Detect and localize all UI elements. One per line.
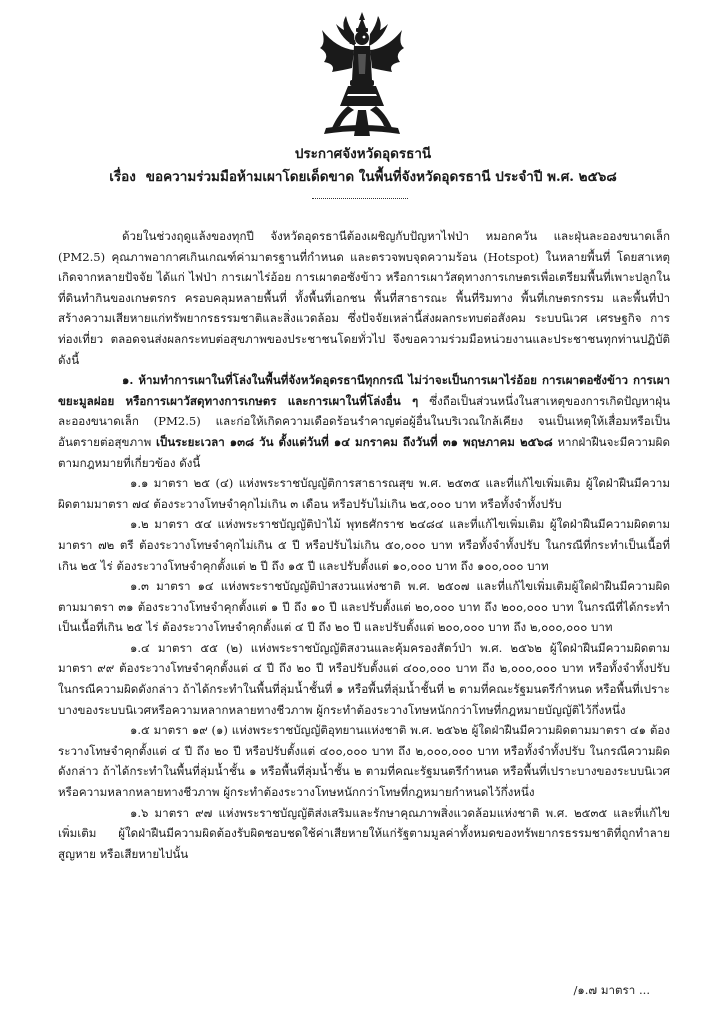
announcement-title: ประกาศจังหวัดอุดรธานี [294,146,432,162]
item-1-5-paragraph: ๑.๕ มาตรา ๑๙ (๑) แห่งพระราชบัญญัติอุทยานแห่งชาติ พ.ศ. ๒๕๖๒ ผู้ใดฝ่าฝืนมีความผิดตามมาตรา ๔๑ ต้องระวางโทษจำคุกตั้งแต่ ๔ ปี ถึง ๒๐ ปี หรือปรับตั้งแต่ ๔๐๐,๐๐๐ บาท ถึง ๒,๐๐๐,๐๐๐ บาท หรือทั้งจำทั้งปรับ ในกรณีความผิดดังกล่าว ถ้าได้กระทำในพื้นที่ลุ่มน้ำชั้น ๑ หรือพื้นที่ลุ่มน้ำชั้น ๒ ตามที่คณะรัฐมนตรีกำหนด หรือพื้นที่เปราะบางของระบบนิเวศหรือความหลากหลายทางชีวภาพ ผู้กระทำต้องระวางโทษหนักกว่าโทษที่กฎหมายกำหนดไว้กึ่งหนึ่ง [58,723,670,800]
document-body [58,226,670,864]
item-1-4-paragraph: ๑.๔ มาตรา ๕๕ (๒) แห่งพระราชบัญญัติสงวนและคุ้มครองสัตว์ป่า พ.ศ. ๒๕๖๒ ผู้ใดฝ่าฝืนมีความผิดตามมาตรา ๙๙ ต้องระวางโทษจำคุกตั้งแต่ ๔ ปี ถึง ๒๐ ปี หรือปรับตั้งแต่ ๔๐๐,๐๐๐ บาท ถึง ๒,๐๐๐,๐๐๐ บาท หรือทั้งจำทั้งปรับ ในกรณีความผิดดังกล่าว ถ้าได้กระทำในพื้นที่ลุ่มน้ำชั้นที่ ๑ หรือพื้นที่ลุ่มน้ำชั้นที่ ๒ ตามที่คณะรัฐมนตรีกำหนด หรือพื้นที่เปราะบางของระบบนิเวศหรือความหลากหลายทางชีวภาพ ผู้กระทำต้องระวางโทษหนักกว่าโทษที่กฎหมายบัญญัติไว้กึ่งหนึ่ง [58,640,670,717]
item-1-6-paragraph: ๑.๖ มาตรา ๙๗ แห่งพระราชบัญญัติส่งเสริมและรักษาคุณภาพสิ่งแวดล้อมแห่งชาติ พ.ศ. ๒๕๓๕ และที่แก้ไขเพิ่มเติม ผู้ใดฝ่าฝืนมีความผิดต้องรับผิดชอบชดใช้ค่าเสียหายให้แก่รัฐตามมูลค่าทั้งหมดของทรัพยากรธรรมชาติที่ถูกทำลาย สูญหาย หรือเสียหายไปนั้น [58,805,670,861]
item-1-text: ซึ่งถือเป็นส่วนหนึ่งในสาเหตุของการเกิดปัญหาฝุ่นละอองขนาดเล็ก (PM2.5) และก่อให้เกิดความเดือดร้อนรำคาญต่อผู้อื่นในบริเวณใกล้เคียง จนเป็นเหตุให้เสื่อมหรือเป็นอันตรายต่อสุขภาพ [58,393,670,449]
item-1-3-paragraph: ๑.๓ มาตรา ๑๔ แห่งพระราชบัญญัติป่าสงวนแห่งชาติ พ.ศ. ๒๕๐๗ และที่แก้ไขเพิ่มเติมผู้ใดฝ่าฝืนมีความผิดตามมาตรา ๓๑ ต้องระวางโทษจำคุกตั้งแต่ ๑ ปี ถึง ๑๐ ปี และปรับตั้งแต่ ๒๐,๐๐๐ บาท ถึง ๒๐๐,๐๐๐ บาท ในกรณีที่ได้กระทำเป็นเนื้อที่เกิน ๒๕ ไร่ ต้องระวางโทษจำคุกตั้งแต่ ๔ ปี ถึง ๒๐ ปี และปรับตั้งแต่ ๒๐๐,๐๐๐ บาท ถึง ๒,๐๐๐,๐๐๐ บาท [58,579,670,635]
garuda-emblem-icon [318,10,406,138]
intro-paragraph: ด้วยในช่วงฤดูแล้งของทุกปี จังหวัดอุดรธานีต้องเผชิญกับปัญหาไฟป่า หมอกควัน และฝุ่นละอองขนาดเล็ก (PM2.5) คุณภาพอากาศเกินเกณฑ์ค่ามาตรฐานที่กำหนด และตรวจพบจุดความร้อน (Hotspot) ในหลายพื้นที่ โดยสาเหตุเกิดจากหลายปัจจัย ได้แก่ ไฟป่า การเผาไร่อ้อย การเผาตอซังข้าว หรือการเผาวัสดุทางการเกษตรเพื่อเตรียมพื้นที่เพาะปลูกในที่ดินทำกินของเกษตรกร ครอบคลุมหลายพื้นที่ ทั้งพื้นที่เอกชน พื้นที่สาธารณะ พื้นที่ริมทาง พื้นที่เกษตรกรรม และพื้นที่ป่า สร้างความเสียหายแก่ทรัพยากรธรรมชาติและสิ่งแวดล้อม ซึ่งปัจจัยเหล่านี้ส่งผลกระทบต่อสังคม ระบบนิเวศ เศรษฐกิจ การท่องเที่ยว ตลอดจนส่งผลกระทบต่อสุขภาพของประชาชนโดยทั่วไป จึงขอความร่วมมือหน่วยงานและประชาชนทุกท่านปฏิบัติ ดังนี้ [58,229,670,367]
item-1-1-paragraph: ๑.๑ มาตรา ๒๕ (๔) แห่งพระราชบัญญัติการสาธารณสุข พ.ศ. ๒๕๓๕ และที่แก้ไขเพิ่มเติม ผู้ใดฝ่าฝืนมีความผิดตามมาตรา ๗๔ ต้องระวางโทษจำคุกไม่เกิน ๓ เดือน หรือปรับไม่เกิน ๒๕,๐๐๐ บาท หรือทั้งจำทั้งปรับ [58,476,670,511]
item-1-bold-period: เป็นระยะเวลา ๑๓๘ วัน ตั้งแต่วันที่ ๑๔ มกราคม ถึงวันที่ ๓๑ พฤษภาคม ๒๕๖๘ [155,434,553,449]
subject-text: ขอความร่วมมือห้ามเผาโดยเด็ดขาด ในพื้นที่จังหวัดอุดรธานี ประจำปี พ.ศ. ๒๕๖๘ [145,169,617,185]
continuation-marker: /๑.๗ มาตรา ... [573,983,650,997]
announcement-subject [58,166,668,188]
item-1-tail: หากฝ่าฝืนจะมีความผิดตามกฎหมายที่เกี่ยวข้อง ดังนี้ [58,434,670,470]
subject-label: เรื่อง [109,169,136,185]
item-1-bold-lead: ๑. ห้ามทำการเผาในที่โล่งในพื้นที่จังหวัดอุดรธานีทุกกรณี ไม่ว่าจะเป็นการเผาไร่อ้อย การเผาตอซังข้าว การเผาขยะมูลฝอย หรือการเผาวัสดุทางการเกษตร และการเผาในที่โล่งอื่น ๆ [58,373,670,408]
document-header [58,144,668,188]
item-1-paragraph [58,370,670,473]
dotted-divider [312,198,408,199]
item-1-2-paragraph: ๑.๒ มาตรา ๕๔ แห่งพระราชบัญญัติป่าไม้ พุทธศักราช ๒๔๘๔ และที่แก้ไขเพิ่มเติม ผู้ใดฝ่าฝืนมีความผิดตามมาตรา ๗๒ ตรี ต้องระวางโทษจำคุกไม่เกิน ๕ ปี หรือปรับไม่เกิน ๕๐,๐๐๐ บาท หรือทั้งจำทั้งปรับ ในกรณีที่กระทำเป็นเนื้อที่เกิน ๒๕ ไร่ ต้องระวางโทษจำคุกตั้งแต่ ๒ ปี ถึง ๑๕ ปี และปรับตั้งแต่ ๑๐,๐๐๐ บาท ถึง ๑๐๐,๐๐๐ บาท [58,517,670,573]
